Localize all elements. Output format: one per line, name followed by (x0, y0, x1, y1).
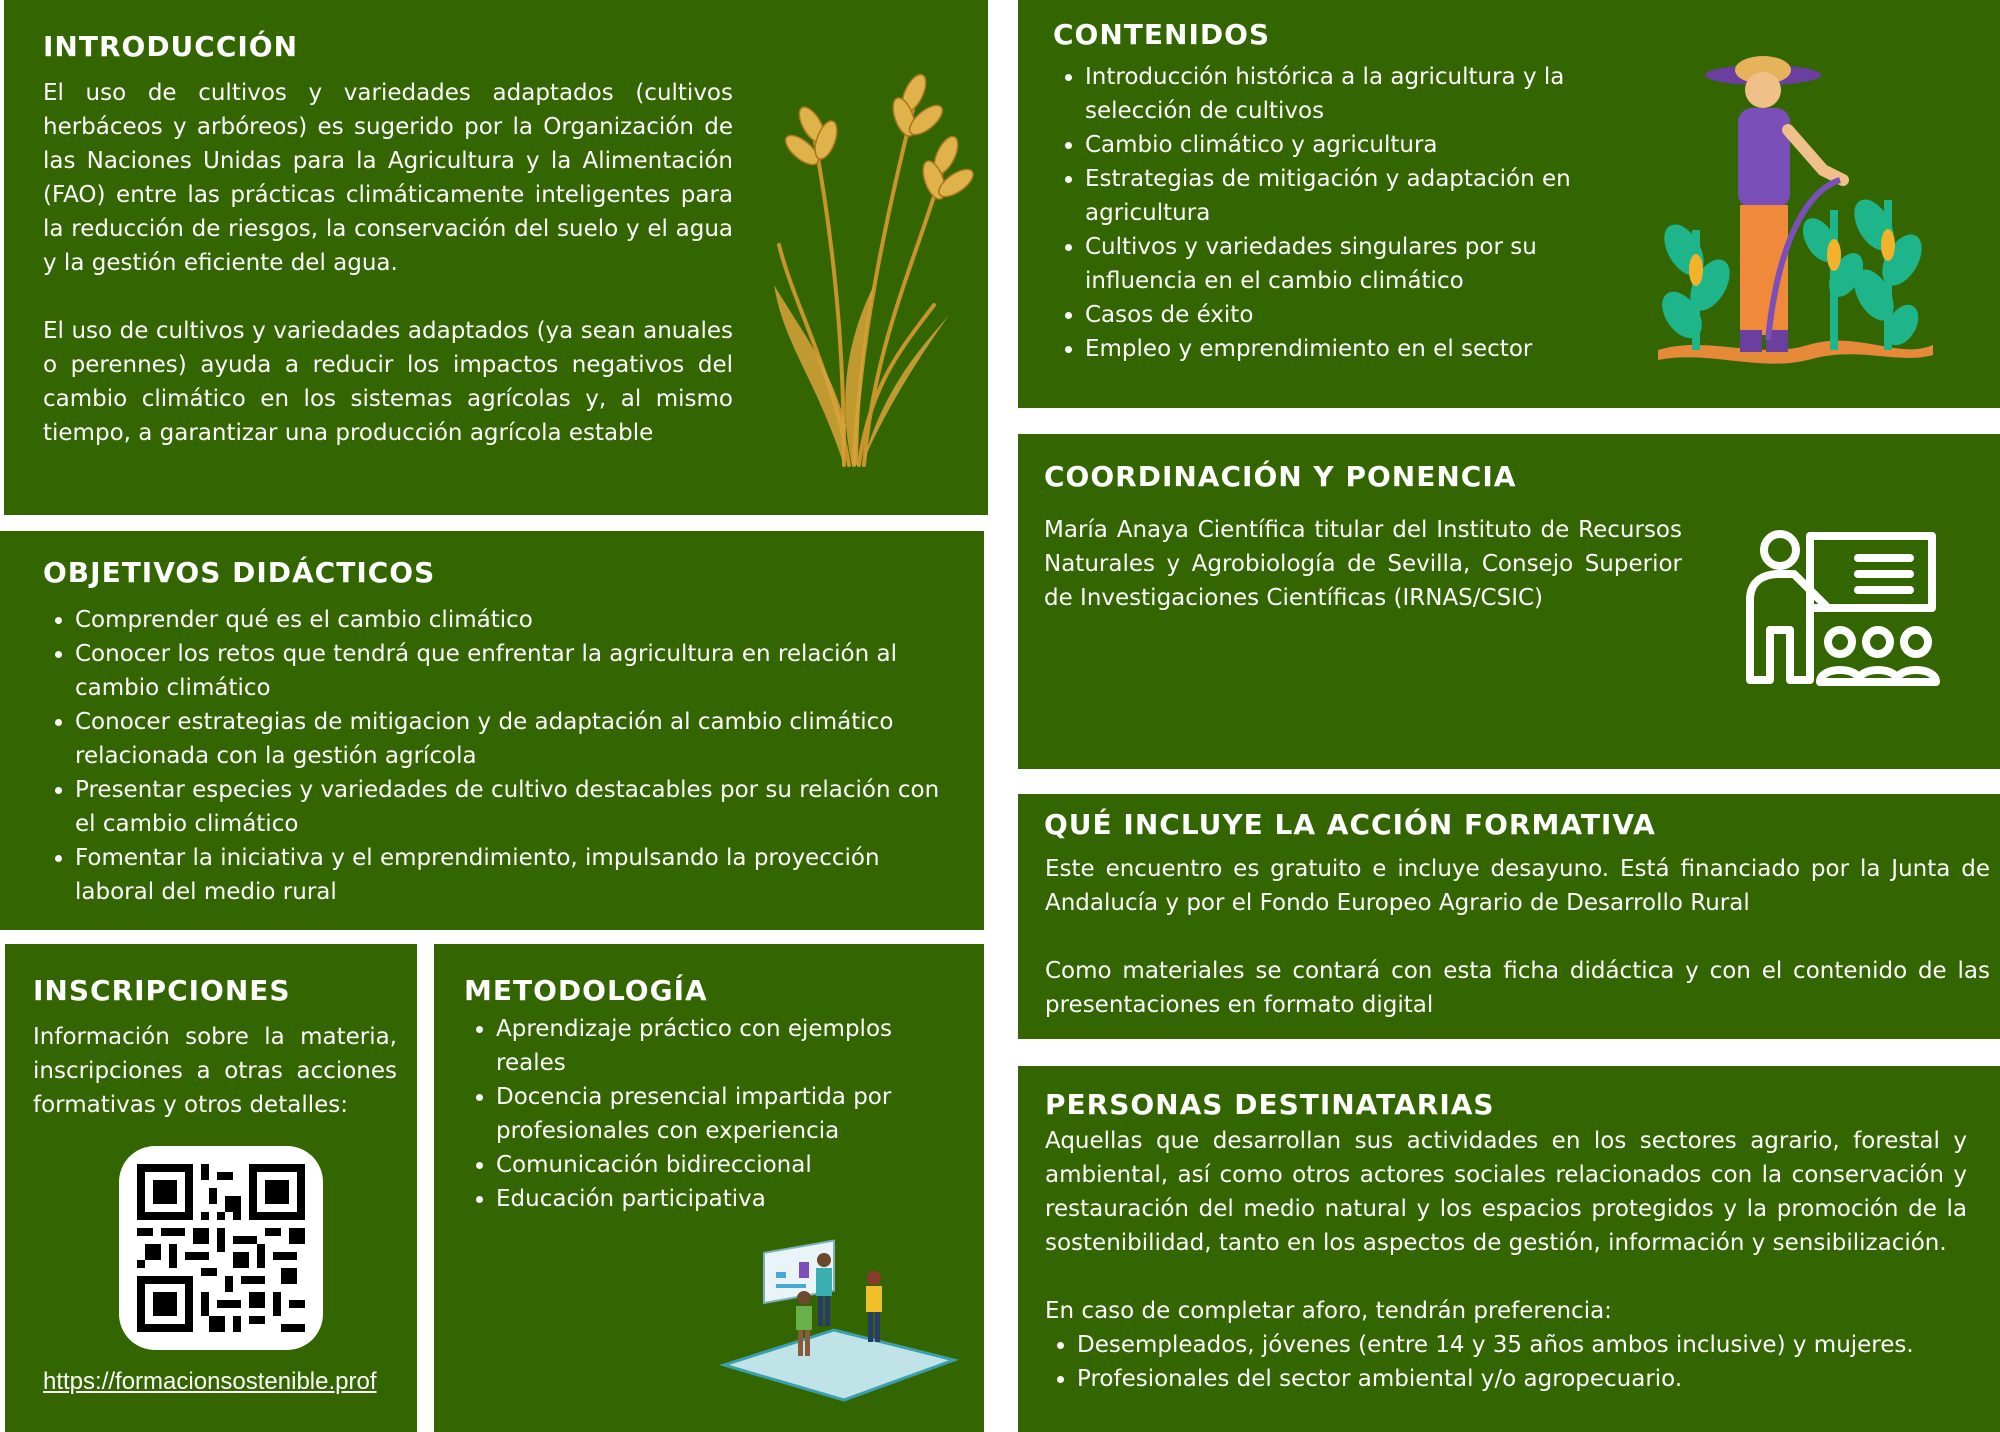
list-item: • Conocer los retos que tendrá que enfrentar la agricultura en relación al cambio climático (75, 637, 965, 705)
presenter-icon (1740, 530, 1940, 690)
coordinacion-title: COORDINACIÓN Y PONENCIA (1044, 460, 1517, 493)
list-item: • Presentar especies y variedades de cultivo destacables por su relación con el cambio climático (75, 773, 965, 841)
list-item: • Comprender qué es el cambio climático (75, 603, 965, 637)
contenidos-list (1053, 60, 1615, 366)
destinatarias-paragraph-1: Aquellas que desarrollan sus actividades en los sectores agrario, forestal y ambiental, así como otros actores sociales relacionados con la conservación y restauración del medio natural y los espacios protegidos y la promoción de la sostenibilidad, tanto en los aspectos de gestión, información y sensibilización. (1045, 1128, 1967, 1256)
objetivos-list (43, 603, 965, 909)
list-item: • Educación participativa (496, 1182, 936, 1216)
wheat-icon (774, 45, 974, 475)
introduccion-paragraph-1: El uso de cultivos y variedades adaptados (cultivos herbáceos y arbóreos) es sugerido por la Organización de las Naciones Unidas para la Agricultura y la Alimentación (FAO) entre las prácticas climáticamente inteligentes para la reducción de riesgos, la conservación del suelo y el agua y la gestión eficiente del agua. (43, 80, 733, 276)
metodologia-title: METODOLOGÍA (464, 974, 708, 1007)
list-item: • Profesionales del sector ambiental y/o agropecuario. (1077, 1362, 1977, 1396)
incluye-text (1045, 852, 1990, 1022)
contenidos-title: CONTENIDOS (1053, 18, 1271, 51)
list-item: • Introducción histórica a la agricultura y la selección de cultivos (1085, 60, 1615, 128)
panel-contenidos (1018, 0, 2000, 408)
team-board-icon (724, 1250, 964, 1400)
objetivos-title: OBJETIVOS DIDÁCTICOS (43, 556, 436, 589)
introduccion-text (43, 76, 733, 450)
inscripciones-text: Información sobre la materia, inscripciones a otras acciones formativas y otros detalles: (33, 1024, 397, 1118)
list-item: • Empleo y emprendimiento en el sector (1085, 332, 1615, 366)
list-item: • Aprendizaje práctico con ejemplos reales (496, 1012, 936, 1080)
list-item: • Comunicación bidireccional (496, 1148, 936, 1182)
farmer-watering-icon (1648, 60, 1938, 370)
panel-destinatarias (1018, 1066, 2000, 1432)
destinatarias-paragraph-2: En caso de completar aforo, tendrán preferencia: (1045, 1298, 1612, 1324)
list-item: • Conocer estrategias de mitigacion y de adaptación al cambio climático relacionada con la gestión agrícola (75, 705, 965, 773)
list-item: • Cultivos y variedades singulares por su influencia en el cambio climático (1085, 230, 1615, 298)
incluye-title: QUÉ INCLUYE LA ACCIÓN FORMATIVA (1044, 808, 1656, 841)
panel-coordinacion (1018, 434, 2000, 769)
qr-code-icon[interactable] (137, 1164, 305, 1332)
panel-objetivos (0, 531, 984, 930)
coordinacion-text: María Anaya Científica titular del Instituto de Recursos Naturales y Agrobiología de Sevilla, Consejo Superior de Investigaciones Científicas (IRNAS/CSIC) (1044, 517, 1682, 611)
inscripciones-title: INSCRIPCIONES (33, 974, 291, 1007)
list-item: • Fomentar la iniciativa y el emprendimiento, impulsando la proyección laboral del medio rural (75, 841, 965, 909)
introduccion-title: INTRODUCCIÓN (43, 30, 299, 63)
panel-introduccion (4, 0, 988, 515)
list-item: • Desempleados, jóvenes (entre 14 y 35 años ambos inclusive) y mujeres. (1077, 1328, 1977, 1362)
panel-incluye (1018, 794, 2000, 1039)
list-item: • Estrategias de mitigación y adaptación en agricultura (1085, 162, 1615, 230)
incluye-paragraph-2: Como materiales se contará con esta ficha didáctica y con el contenido de las presentaciones en formato digital (1045, 958, 1990, 1018)
introduccion-paragraph-2: El uso de cultivos y variedades adaptados (ya sean anuales o perennes) ayuda a reducir los impactos negativos del cambio climático en los sistemas agrícolas y, al mismo tiempo, a garantizar una producción agrícola estable (43, 318, 733, 446)
destinatarias-list (1045, 1328, 1977, 1396)
list-item: • Casos de éxito (1085, 298, 1615, 332)
metodologia-list (464, 1012, 936, 1216)
incluye-paragraph-1: Este encuentro es gratuito e incluye desayuno. Está financiado por la Junta de Andalucía y por el Fondo Europeo Agrario de Desarrollo Rural (1045, 856, 1990, 916)
panel-inscripciones (5, 944, 417, 1432)
qr-code-frame (119, 1146, 323, 1350)
list-item: • Docencia presencial impartida por profesionales con experiencia (496, 1080, 936, 1148)
list-item: • Cambio climático y agricultura (1085, 128, 1615, 162)
inscripciones-link[interactable]: https://formacionsostenible.prof (43, 1368, 377, 1395)
destinatarias-title: PERSONAS DESTINATARIAS (1045, 1088, 1495, 1121)
panel-metodologia (434, 944, 984, 1432)
